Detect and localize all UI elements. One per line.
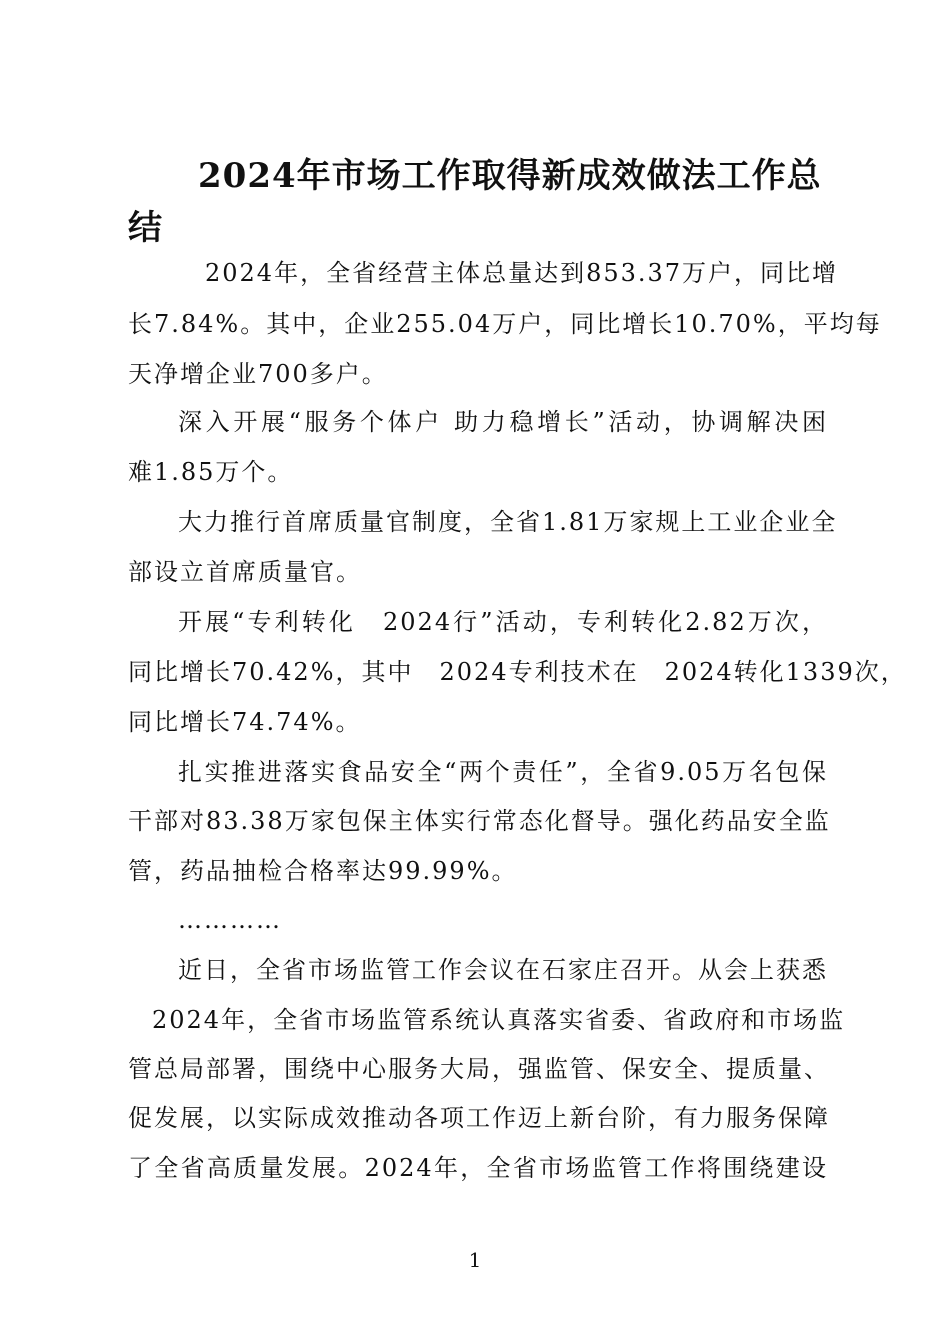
paragraph-line: 近日，全省市场监管工作会议在石家庄召开。从会上获悉: [178, 956, 828, 984]
paragraph-line: 长7.84%。其中，企业255.04万户，同比增长10.70%，平均每: [128, 310, 882, 338]
paragraph-line: 扎实推进落实食品安全“两个责任”，全省9.05万名包保: [178, 758, 828, 786]
paragraph-line: 管，药品抽检合格率达99.99%。: [128, 857, 518, 885]
paragraph-line: 开展“专利转化 2024行”活动，专利转化2.82万次，: [178, 608, 828, 636]
paragraph-line: 难1.85万个。: [128, 458, 294, 486]
paragraph-line: 2024年，全省市场监管系统认真落实省委、省政府和市场监: [152, 1006, 846, 1034]
ellipsis-line: …………: [178, 906, 282, 934]
page-number: 1: [468, 1248, 482, 1272]
paragraph-line: 管总局部署，围绕中心服务大局，强监管、保安全、提质量、: [128, 1055, 830, 1083]
paragraph-line: 天净增企业700多户。: [128, 360, 388, 388]
paragraph-line: 2024年，全省经营主体总量达到853.37万户，同比增: [205, 259, 839, 287]
paragraph-line: 促发展，以实际成效推动各项工作迈上新台阶，有力服务保障: [128, 1104, 830, 1132]
paragraph-line: 深入开展“服务个体户 助力稳增长”活动，协调解决困: [178, 408, 828, 436]
paragraph-line: 大力推行首席质量官制度，全省1.81万家规上工业企业全: [178, 508, 838, 536]
paragraph-line: 部设立首席质量官。: [128, 558, 362, 586]
paragraph-line: 同比增长70.42%，其中 2024专利技术在 2024转化1339次，: [128, 658, 907, 686]
paragraph-line: 干部对83.38万家包保主体实行常态化督导。强化药品安全监: [128, 807, 831, 835]
paragraph-line: 了全省高质量发展。2024年，全省市场监管工作将围绕建设: [128, 1154, 828, 1182]
document-title: 2024年市场工作取得新成效做法工作总结: [128, 156, 822, 248]
paragraph-line: 同比增长74.74%。: [128, 708, 362, 736]
